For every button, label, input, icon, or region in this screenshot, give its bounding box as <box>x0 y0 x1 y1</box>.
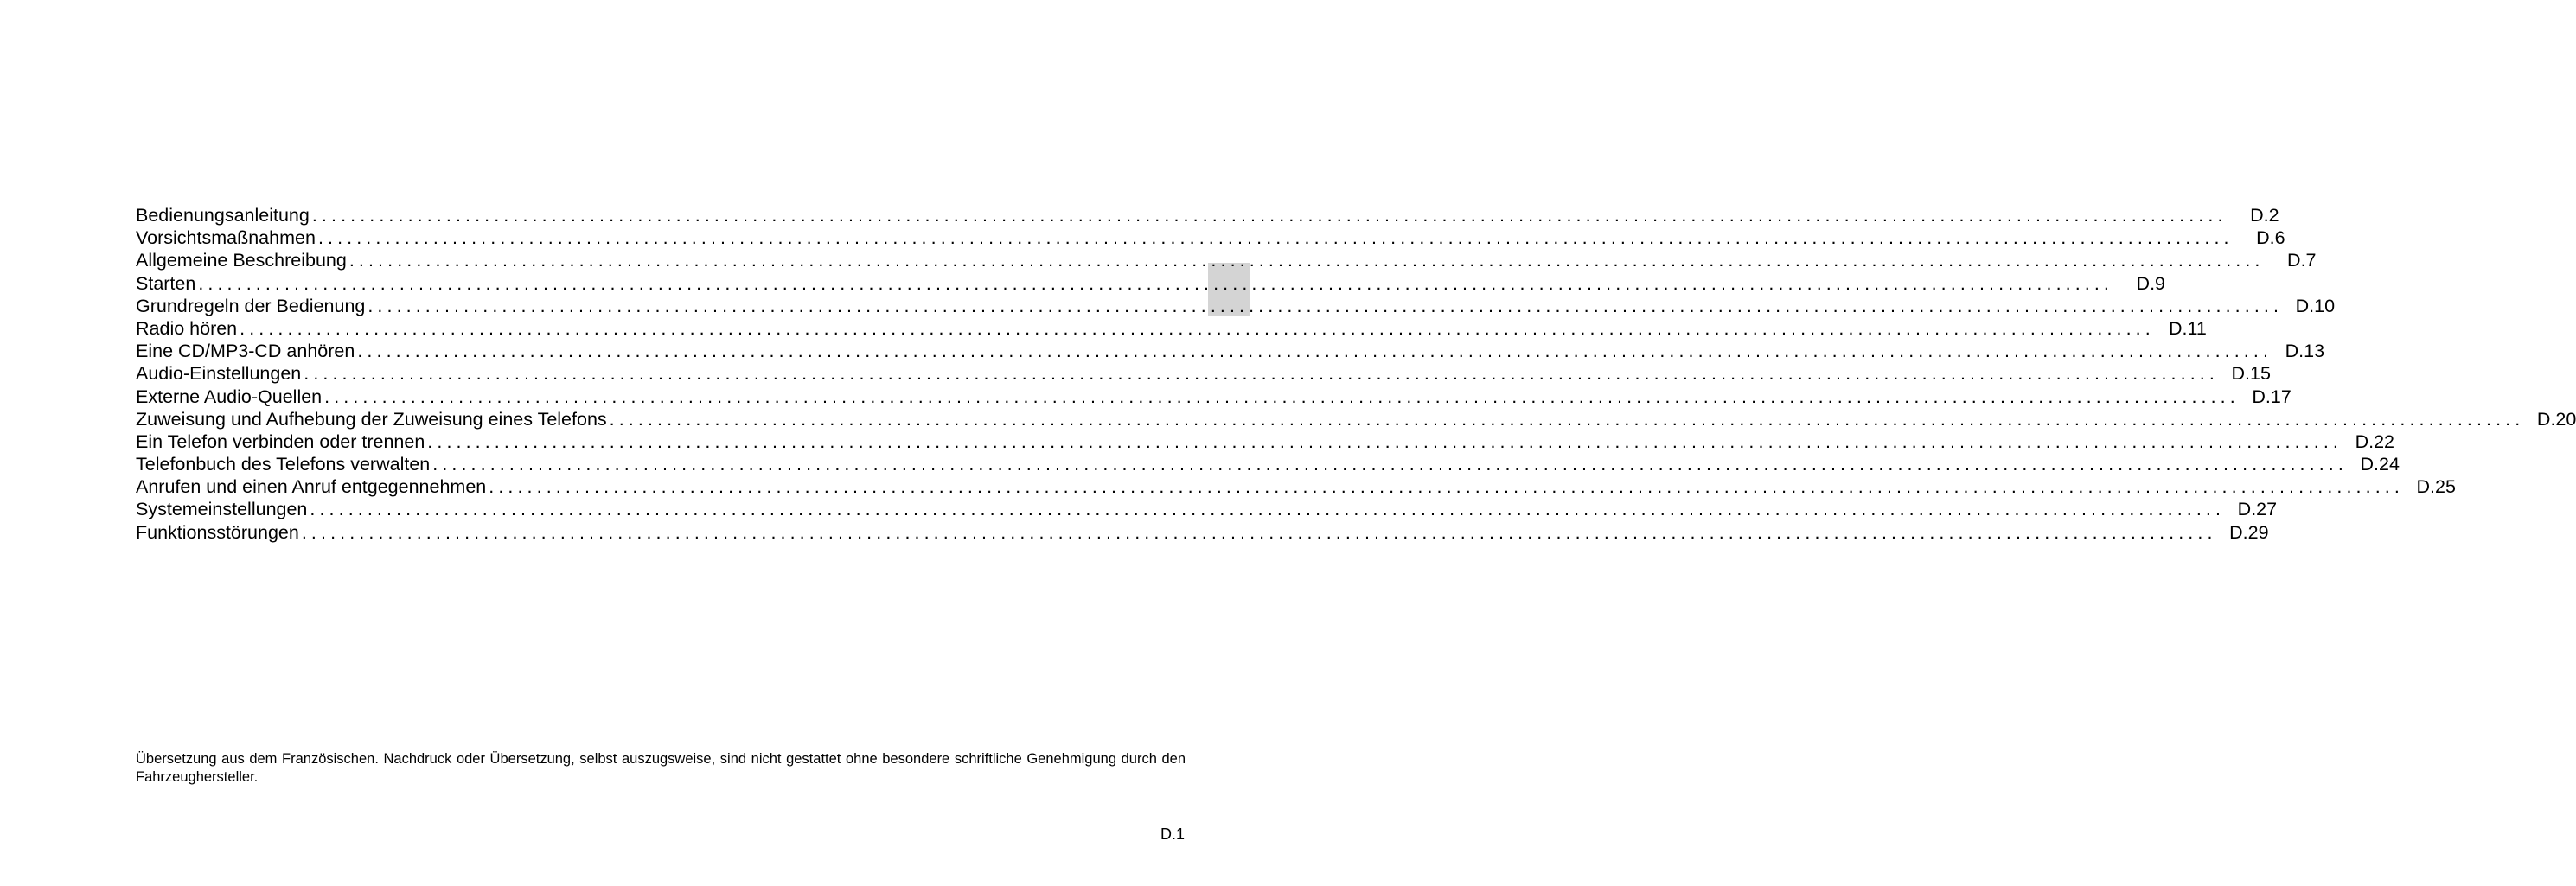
toc-entry-title: Bedienungsanleitung <box>136 205 310 226</box>
toc-entry[interactable] <box>136 498 2278 520</box>
toc-entry[interactable] <box>136 249 2317 271</box>
toc-entry-title: Starten <box>136 272 196 294</box>
toc-entry[interactable] <box>136 204 2279 226</box>
dot-leader: ........................................................................................................................................................................................................ <box>489 476 2404 498</box>
toc-entry[interactable] <box>136 340 2325 362</box>
toc-entry-title: Audio-Einstellungen <box>136 363 302 385</box>
toc-entry-page: D.25 <box>2416 476 2456 498</box>
toc-entry-page: D.13 <box>2285 341 2325 362</box>
toc-entry-title: Eine CD/MP3-CD anhören <box>136 341 355 362</box>
toc-entry-title: Telefonbuch des Telefons verwalten <box>136 454 431 475</box>
toc-entry[interactable] <box>136 295 2336 317</box>
toc-entry-page: D.6 <box>2256 227 2285 249</box>
toc-entry-page: D.15 <box>2231 363 2271 385</box>
toc-entry[interactable] <box>136 475 2456 498</box>
toc-entry-title: Funktionsstörungen <box>136 521 299 543</box>
toc-entry-page: D.20 <box>2536 408 2576 430</box>
toc-entry[interactable] <box>136 408 2576 430</box>
toc-entry-title: Grundregeln der Bedienung <box>136 295 366 316</box>
toc-entry[interactable] <box>136 453 2400 475</box>
toc-entry-page: D.29 <box>2229 521 2269 543</box>
toc-entry-title: Vorsichtsmaßnahmen <box>136 227 316 249</box>
toc-entry-page: D.17 <box>2252 386 2292 407</box>
toc-entry-page: D.9 <box>2136 272 2166 294</box>
toc-entry-page: D.22 <box>2355 430 2394 452</box>
toc-entry-page: D.10 <box>2295 295 2336 316</box>
dot-leader: ........................................................................................................................................................................................................ <box>324 386 2240 407</box>
copyright-footnote: Übersetzung aus dem Französischen. Nachdruck oder Übersetzung, selbst auszugsweise, sind nicht gestattet ohne besondere schriftliche Genehmigung durch den Fahrzeughersteller. <box>136 751 1186 785</box>
table-of-contents <box>136 204 2576 544</box>
toc-entry[interactable] <box>136 521 2269 544</box>
dot-leader: ........................................................................................................................................................................................................ <box>240 317 2155 339</box>
toc-entry-page: D.11 <box>2169 317 2207 339</box>
dot-leader: ........................................................................................................................................................................................................ <box>198 272 2114 294</box>
dot-leader: ........................................................................................................................................................................................................ <box>357 341 2273 362</box>
toc-entry[interactable] <box>136 362 2271 385</box>
dot-leader: ........................................................................................................................................................................................................ <box>304 363 2219 385</box>
toc-entry[interactable] <box>136 226 2285 249</box>
toc-entry-title: Zuweisung und Aufhebung der Zuweisung eines Telefons <box>136 408 607 430</box>
dot-leader: ........................................................................................................................................................................................................ <box>317 227 2234 249</box>
dot-leader: ........................................................................................................................................................................................................ <box>301 521 2217 543</box>
toc-entry-title: Anrufen und einen Anruf entgegennehmen <box>136 476 487 498</box>
page-number: D.1 <box>1160 825 1185 843</box>
toc-entry-page: D.7 <box>2287 250 2317 271</box>
toc-entry[interactable] <box>136 317 2207 340</box>
toc-entry-title: Ein Telefon verbinden oder trennen <box>136 430 425 452</box>
toc-entry[interactable] <box>136 430 2394 453</box>
toc-entry-page: D.24 <box>2360 454 2400 475</box>
toc-entry-title: Externe Audio-Quellen <box>136 386 323 407</box>
dot-leader: ........................................................................................................................................................................................................ <box>348 250 2265 271</box>
toc-entry-page: D.27 <box>2237 499 2278 520</box>
toc-entry-page: D.2 <box>2250 205 2279 226</box>
dot-leader: ........................................................................................................................................................................................................ <box>311 205 2228 226</box>
dot-leader: ........................................................................................................................................................................................................ <box>432 454 2348 475</box>
toc-entry-title: Systemeinstellungen <box>136 499 308 520</box>
toc-entry-title: Radio hören <box>136 317 238 339</box>
toc-entry[interactable] <box>136 272 2166 295</box>
dot-leader: ........................................................................................................................................................................................................ <box>609 408 2525 430</box>
dot-leader: ........................................................................................................................................................................................................ <box>427 430 2343 452</box>
toc-entry-title: Allgemeine Beschreibung <box>136 250 347 271</box>
dot-leader: ........................................................................................................................................................................................................ <box>368 295 2284 316</box>
toc-entry[interactable] <box>136 386 2292 408</box>
dot-leader: ........................................................................................................................................................................................................ <box>310 499 2226 520</box>
